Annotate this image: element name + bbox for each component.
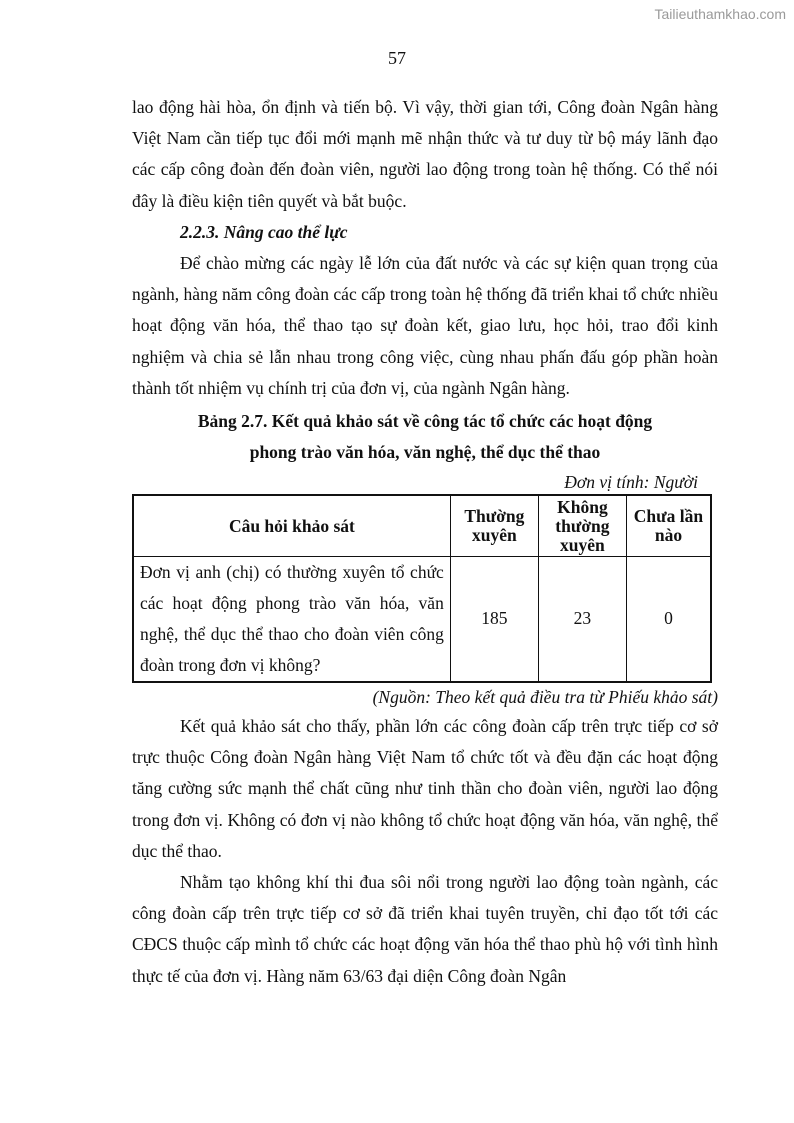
table-unit: Đơn vị tính: Người [564, 472, 698, 493]
header-frequent: Thường xuyên [450, 495, 538, 557]
cell-question: Đơn vị anh (chị) có thường xuyên tổ chức các hoạt động phong trào văn hóa, văn nghệ, thể dục thể thao cho đoàn viên công đoàn trong đơn vị không? [133, 557, 450, 683]
header-never: Chưa lần nào [626, 495, 711, 557]
paragraph-intro: lao động hài hòa, ổn định và tiến bộ. Vì vậy, thời gian tới, Công đoàn Ngân hàng Việt Nam cần tiếp tục đổi mới mạnh mẽ nhận thức và tư duy từ bộ máy lãnh đạo các cấp công đoàn đến đoàn viên, người lao động trong toàn hệ thống. Có thể nói đây là điều kiện tiên quyết và bắt buộc. [132, 97, 718, 211]
table-caption-line1: Bảng 2.7. Kết quả khảo sát về công tác tổ chức các hoạt động [197, 411, 653, 432]
section-heading: 2.2.3. Nâng cao thể lực [180, 221, 348, 242]
cell-never: 0 [626, 557, 711, 683]
cell-frequent: 185 [450, 557, 538, 683]
table-caption-line2: phong trào văn hóa, văn nghệ, thể dục thể thao [249, 442, 601, 463]
survey-table [132, 494, 712, 683]
table-row [133, 557, 711, 683]
cell-infrequent: 23 [538, 557, 626, 683]
page-number: 57 [388, 48, 406, 68]
header-infrequent: Không thường xuyên [538, 495, 626, 557]
table-caption [132, 406, 718, 468]
header-question: Câu hỏi khảo sát [133, 495, 450, 557]
paragraph-emulation: Nhằm tạo không khí thi đua sôi nổi trong người lao động toàn ngành, các công đoàn cấp trên trực tiếp cơ sở đã triển khai tuyên truyền, chỉ đạo tốt tới các CĐCS thuộc cấp mình tổ chức các hoạt động văn hóa thể thao phù hộ với tình hình thực tế của đơn vị. Hàng năm 63/63 đại diện Công đoàn Ngân [132, 872, 718, 986]
paragraph-activities: Để chào mừng các ngày lễ lớn của đất nước và các sự kiện quan trọng của ngành, hàng năm công đoàn các cấp trong toàn hệ thống đã triển khai tổ chức nhiều hoạt động văn hóa, thể thao tạo sự đoàn kết, giao lưu, học hỏi, trao đổi kinh nghiệm và chia sẻ lẫn nhau trong công việc, cùng nhau phấn đấu góp phần hoàn thành tốt nhiệm vụ chính trị của đơn vị, của ngành Ngân hàng. [132, 253, 718, 398]
watermark: Tailieuthamkhao.com [654, 6, 786, 22]
page-content [132, 92, 718, 992]
table-source: (Nguồn: Theo kết quả điều tra từ Phiếu khảo sát) [372, 687, 718, 708]
table-header-row [133, 495, 711, 557]
paragraph-results: Kết quả khảo sát cho thấy, phần lớn các công đoàn cấp trên trực tiếp cơ sở trực thuộc Công đoàn Ngân hàng Việt Nam tổ chức tốt và đều đặn các hoạt động tăng cường sức mạnh thể chất cũng như tinh thần cho đoàn viên, người lao động trong đơn vị. Không có đơn vị nào không tổ chức hoạt động văn hóa, văn nghệ, thể dục thể thao. [132, 716, 718, 861]
